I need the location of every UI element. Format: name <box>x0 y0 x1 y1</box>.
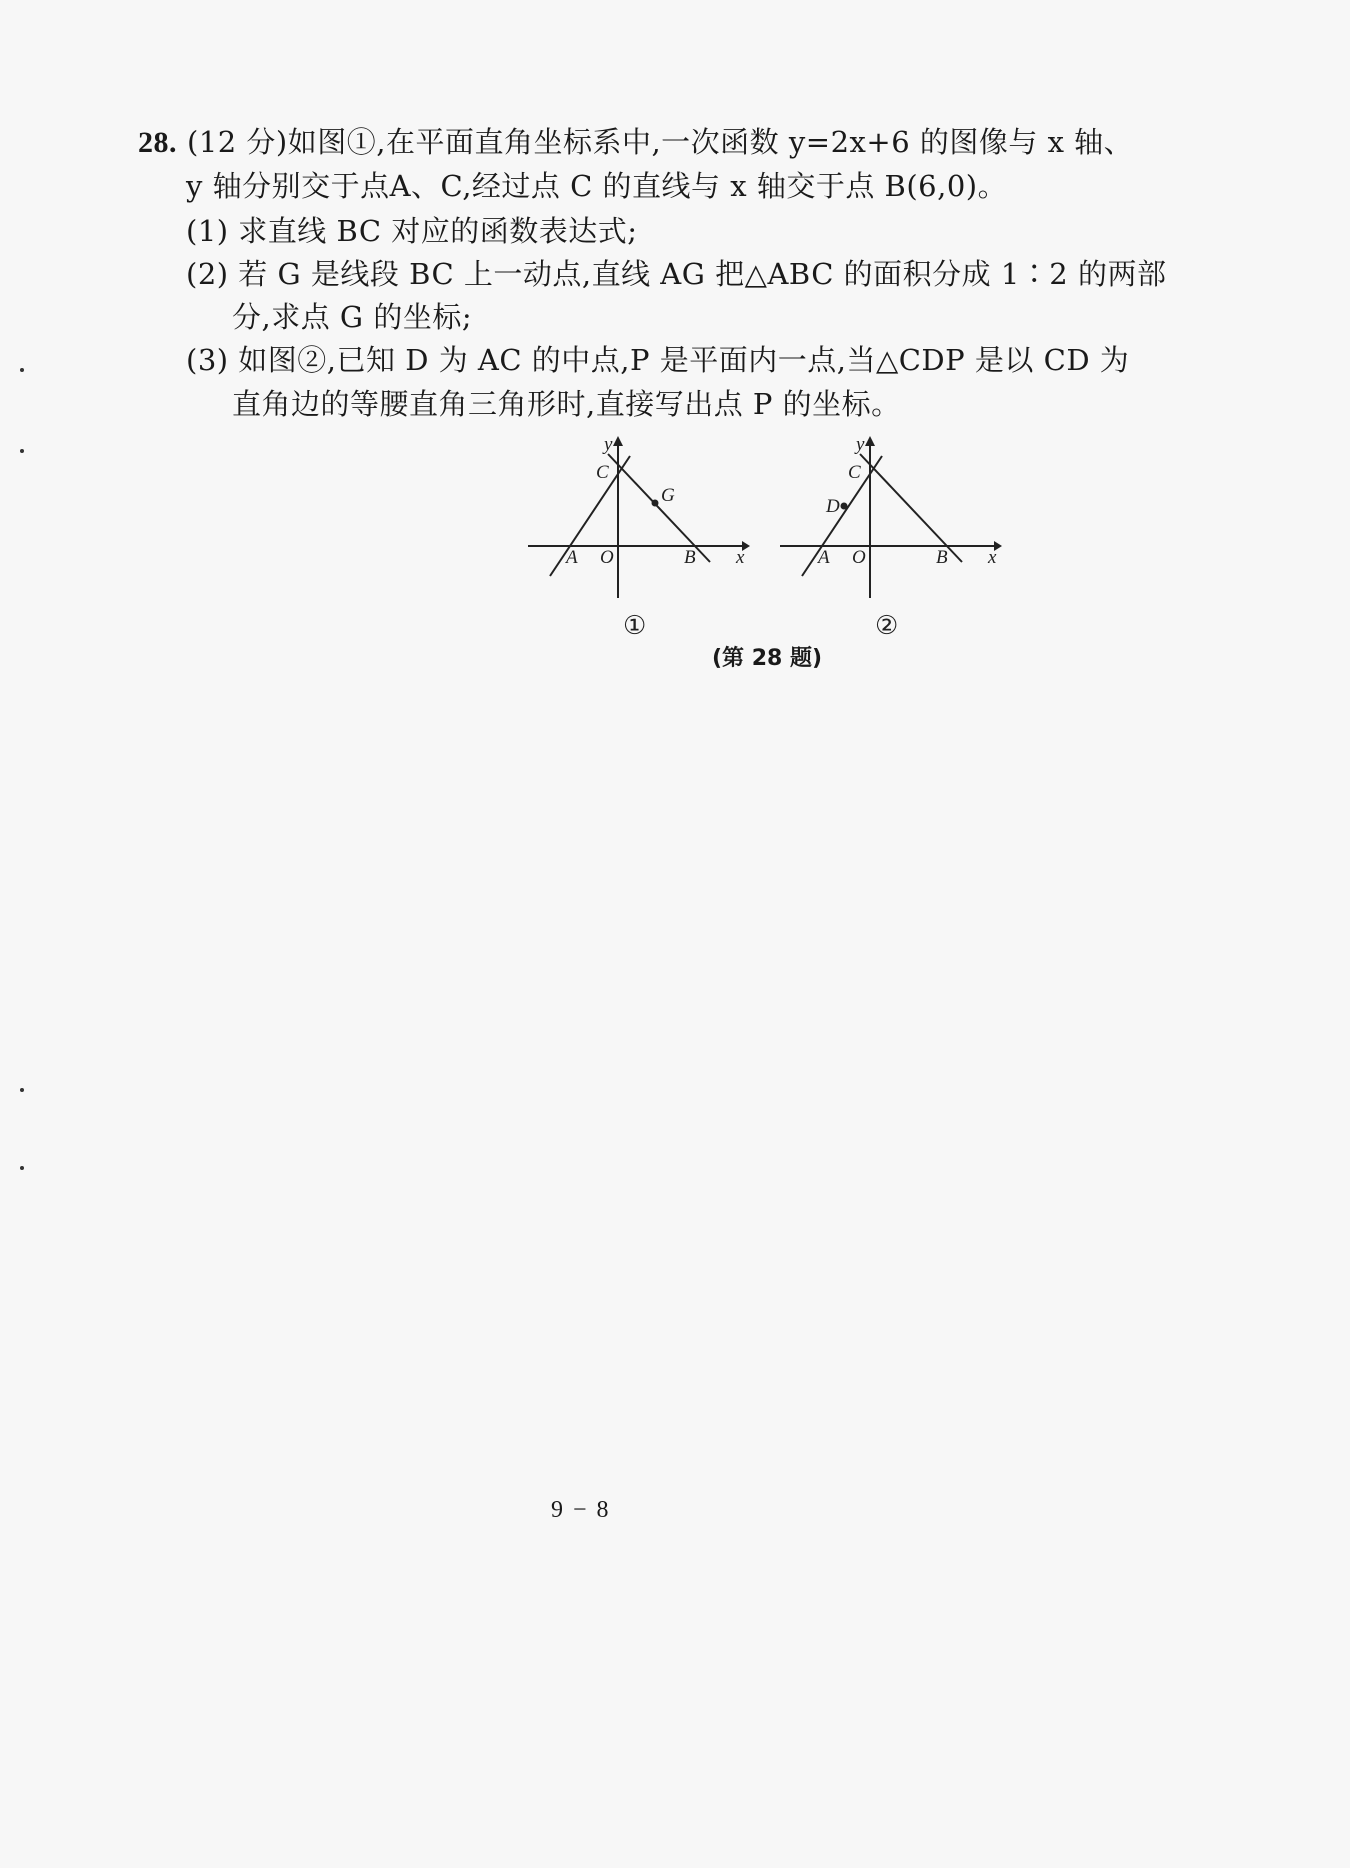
margin-dot <box>20 449 24 453</box>
question-stem-line1 <box>138 122 1133 163</box>
label-c: C <box>596 462 609 483</box>
margin-dot <box>20 1166 24 1170</box>
label-d: D <box>826 496 840 517</box>
label-y: y <box>856 434 865 455</box>
question-part3-line1: (3) 如图②,已知 D 为 AC 的中点,P 是平面内一点,当△CDP 是以 CD 为 <box>186 343 1130 377</box>
figure-2 <box>772 430 1012 610</box>
label-b: B <box>684 547 696 568</box>
question-part2-line1: (2) 若 G 是线段 BC 上一动点,直线 AG 把△ABC 的面积分成 1∶2 的两部 <box>186 257 1167 291</box>
margin-dot <box>20 368 24 372</box>
question-stem-text: (12 分)如图①,在平面直角坐标系中,一次函数 y=2x+6 的图像与 x 轴、 <box>187 125 1134 159</box>
figure-2-svg <box>772 430 1012 610</box>
figure-caption: (第 28 题) <box>712 646 823 671</box>
question-number: 28. <box>138 126 177 159</box>
question-stem-line2: y 轴分别交于点A、C,经过点 C 的直线与 x 轴交于点 B(6,0)。 <box>186 169 1008 203</box>
question-part3-line2: 直角边的等腰直角三角形时,直接写出点 P 的坐标。 <box>232 387 901 421</box>
margin-dot <box>20 1088 24 1092</box>
y-axis-arrow <box>613 436 623 446</box>
point-d <box>841 503 848 510</box>
label-x: x <box>736 547 745 568</box>
label-a: A <box>818 547 830 568</box>
page-number: 9 − 8 <box>551 1497 611 1523</box>
y-axis-arrow <box>865 436 875 446</box>
label-b: B <box>936 547 948 568</box>
figure-1-number: ① <box>623 611 647 641</box>
label-y: y <box>604 434 613 455</box>
figure-2-number: ② <box>875 611 899 641</box>
question-part1: (1) 求直线 BC 对应的函数表达式; <box>186 214 638 248</box>
figure-1-svg <box>520 430 760 610</box>
question-part2-line2: 分,求点 G 的坐标; <box>232 300 473 334</box>
figure-1 <box>520 430 760 610</box>
label-c: C <box>848 462 861 483</box>
label-g: G <box>661 485 675 506</box>
label-o: O <box>852 547 866 568</box>
label-a: A <box>566 547 578 568</box>
point-g <box>652 500 659 507</box>
label-o: O <box>600 547 614 568</box>
label-x: x <box>988 547 997 568</box>
